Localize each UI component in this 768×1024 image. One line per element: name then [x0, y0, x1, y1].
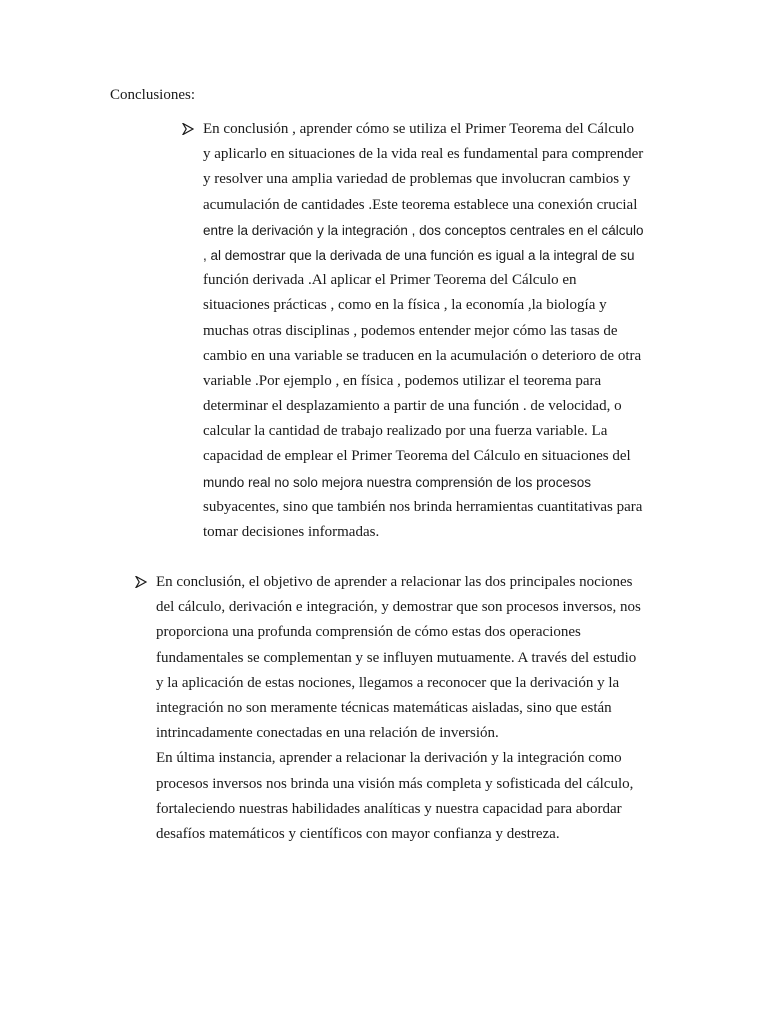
paragraph-line: , al demostrar que la derivada de una función es igual a la integral de su [203, 247, 635, 263]
paragraph-line: muchas otras disciplinas , podemos entender mejor cómo las tasas de [203, 322, 618, 339]
paragraph-line: fundamentales se complementan y se influyen mutuamente. A través del estudio [156, 649, 637, 666]
paragraph-line: determinar el desplazamiento a partir de una función . de velocidad, o [203, 398, 622, 415]
conclusion-paragraph-1 [182, 117, 644, 545]
paragraph-line: y la aplicación de estas nociones, llegamos a reconocer que la derivación y la [156, 674, 620, 691]
paragraph-line: En conclusión, el objetivo de aprender a relacionar las dos principales nociones [156, 574, 633, 590]
paragraph-line: entre la derivación y la integración , dos conceptos centrales en el cálculo [203, 222, 644, 238]
conclusion-paragraph-2 [135, 570, 641, 847]
paragraph-line: intrincadamente conectadas en una relación de inversión. [156, 725, 499, 742]
paragraph-line: En conclusión , aprender cómo se utiliza el Primer Teorema del Cálculo [203, 121, 635, 137]
section-heading: Conclusiones: [110, 87, 195, 103]
paragraph-line: mundo real no solo mejora nuestra comprensión de los procesos [203, 474, 591, 490]
paragraph-line: En última instancia, aprender a relacionar la derivación y la integración como [156, 750, 622, 767]
paragraph-line: variable .Por ejemplo , en física , podemos utilizar el teorema para [203, 372, 602, 389]
paragraph-line: tomar decisiones informadas. [203, 524, 380, 540]
paragraph-line: y resolver una amplia variedad de problemas que involucran cambios y [203, 171, 631, 188]
paragraph-line: calcular la cantidad de trabajo realizado por una fuerza variable. La [203, 423, 608, 440]
paragraph-line: procesos inversos nos brinda una visión más completa y sofisticada del cálculo, [156, 775, 634, 792]
paragraph-line: función derivada .Al aplicar el Primer Teorema del Cálculo en [203, 272, 577, 289]
paragraph-line: fortaleciendo nuestras habilidades analíticas y nuestra capacidad para abordar [156, 800, 622, 817]
paragraph-line: situaciones prácticas , como en la física , la economía ,la biología y [203, 297, 607, 314]
paragraph-line: proporciona una profunda comprensión de cómo estas dos operaciones [156, 624, 581, 641]
paragraph-line: cambio en una variable se traducen en la acumulación o deterioro de otra [203, 347, 642, 364]
paragraph-line: desafíos matemáticos y científicos con mayor confianza y destreza. [156, 825, 560, 842]
arrowhead-bullet-icon [182, 123, 196, 148]
paragraph-line: acumulación de cantidades .Este teorema establece una conexión crucial [203, 196, 638, 213]
paragraph-line: integración no son meramente técnicas matemáticas aisladas, sino que están [156, 699, 612, 716]
paragraph-line: del cálculo, derivación e integración, y demostrar que son procesos inversos, nos [156, 599, 641, 616]
paragraph-line: y aplicarlo en situaciones de la vida real es fundamental para comprender [203, 146, 644, 163]
paragraph-line: capacidad de emplear el Primer Teorema del Cálculo en situaciones del [203, 448, 631, 465]
arrowhead-bullet-icon [135, 576, 149, 601]
paragraph-line: subyacentes, sino que también nos brinda herramientas cuantitativas para [203, 498, 643, 515]
